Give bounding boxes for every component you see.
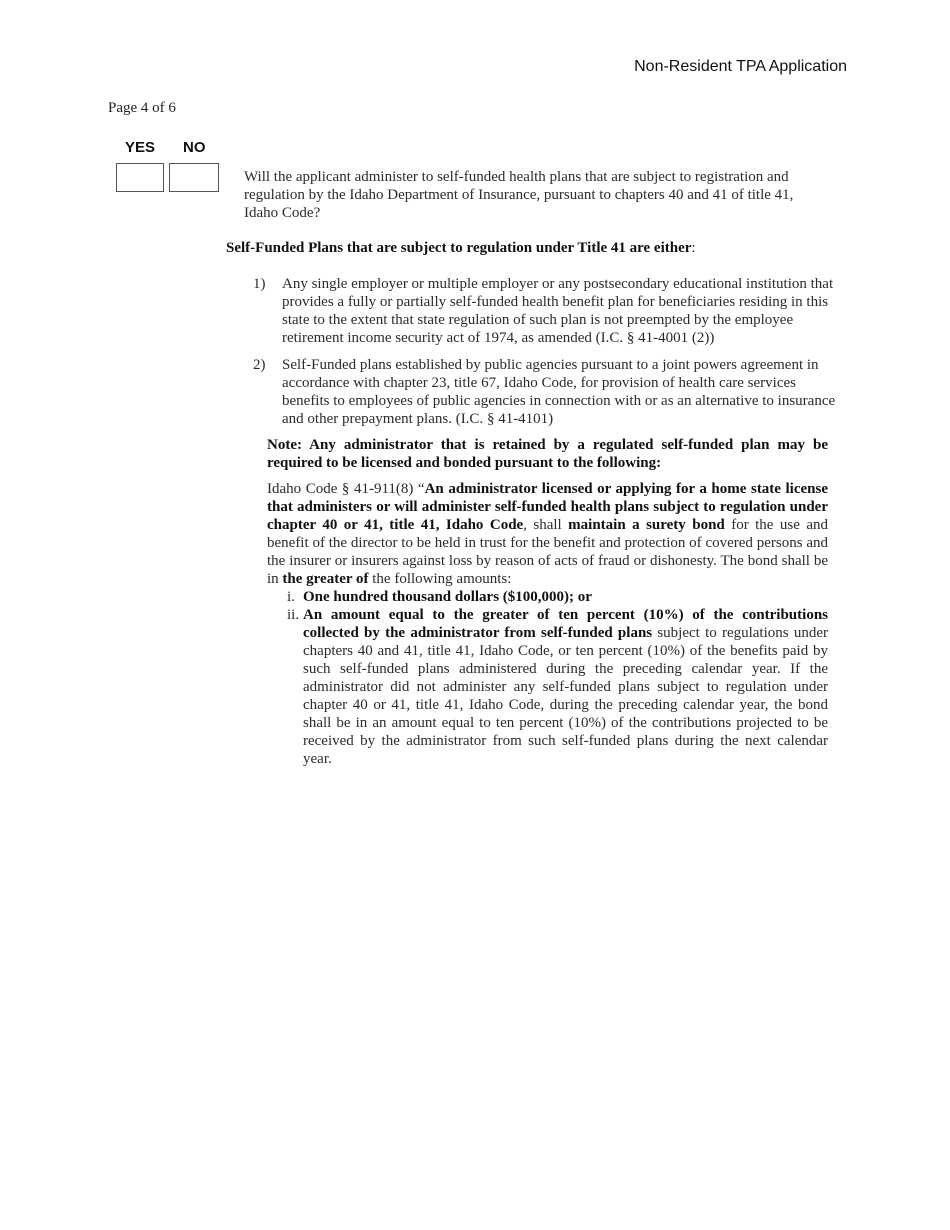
section-heading-tail: : xyxy=(691,240,696,256)
code-paragraph-bold: An administrator licensed or applying for a home state license that administers or will administer self-funded health plans subject to regulation under chapter 40 or 41, title 41, Idaho Code xyxy=(267,481,828,533)
question-text: Will the applicant administer to self-funded health plans that are subject to registration and regulation by the Idaho Department of Insurance, pursuant to chapters 40 and 41 of title 41, Idaho Code? xyxy=(244,169,794,221)
yes-column-label: YES xyxy=(125,139,156,156)
list-item-text: Self-Funded plans established by public agencies pursuant to a joint powers agreement in accordance with chapter 23, title 67, Idaho Code, for provision of health care services benefits to employees of public agencies in connection with or as an alternative to insurance and other prepayment plans. (I.C. § 41-4101) xyxy=(282,357,836,427)
list-item-number: 1) xyxy=(253,276,266,292)
amount-item-number: ii. xyxy=(287,607,300,623)
code-paragraph-bold: maintain a surety bond xyxy=(568,517,725,533)
amount-item-number: i. xyxy=(287,589,295,605)
amount-item xyxy=(267,606,828,768)
list-item-number: 2) xyxy=(253,357,266,373)
note-text: Note: Any administrator that is retained by a regulated self-funded plan may be required to be licensed and bonded pursuant to the following: xyxy=(267,437,828,471)
list-item xyxy=(253,275,843,347)
code-paragraph-bold: the greater of xyxy=(282,571,369,587)
code-paragraph-part: for the use and benefit of the director to be held in trust for the benefit and protection of covered persons and the insurer or insurers against loss by reason of acts of fraud or dishonesty. The bond shall be in xyxy=(267,517,828,587)
code-paragraph xyxy=(267,480,828,588)
code-paragraph-part: Idaho Code § 41-911(8) “ xyxy=(267,481,425,497)
code-paragraph-part: , shall xyxy=(523,517,569,533)
yes-checkbox[interactable] xyxy=(116,163,164,192)
section-heading xyxy=(226,240,696,257)
amount-item-bold: An amount equal to the greater of ten percent (10%) of the contributions collected by the administrator from self-funded plans xyxy=(303,607,828,641)
page-number: Page 4 of 6 xyxy=(108,100,176,116)
no-checkbox[interactable] xyxy=(169,163,219,192)
no-column-label: NO xyxy=(183,139,206,156)
amount-item-bold: One hundred thousand dollars ($100,000); or xyxy=(303,589,592,605)
code-paragraph-part: the following amounts: xyxy=(368,571,512,587)
amount-item-text: subject to regulations under chapters 40 and 41, title 41, Idaho Code, or ten percent (10%) of the benefits paid by such self-funded plans administered during the preceding calendar year. If the administrator did not administer any self-funded plans subject to regulation under chapter 40 or 41, title 41, Idaho Code, during the preceding calendar year, the bond shall be in an amount equal to ten percent (10%) of the contributions projected to be received by the administrator from such self-funded plans during the next calendar year. xyxy=(303,625,828,767)
list-item-text: Any single employer or multiple employer or any postsecondary educational institution that provides a fully or partially self-funded health benefit plan for beneficiaries residing in this state to the extent that state regulation of such plan is not preempted by the employee retirement income security act of 1974, as amended (I.C. § 41-4001 (2)) xyxy=(282,276,834,346)
amount-item xyxy=(267,588,828,606)
document-header-title: Non-Resident TPA Application xyxy=(634,58,847,75)
list-item xyxy=(253,356,843,428)
section-heading-bold: Self-Funded Plans that are subject to regulation under Title 41 are either xyxy=(226,240,692,256)
